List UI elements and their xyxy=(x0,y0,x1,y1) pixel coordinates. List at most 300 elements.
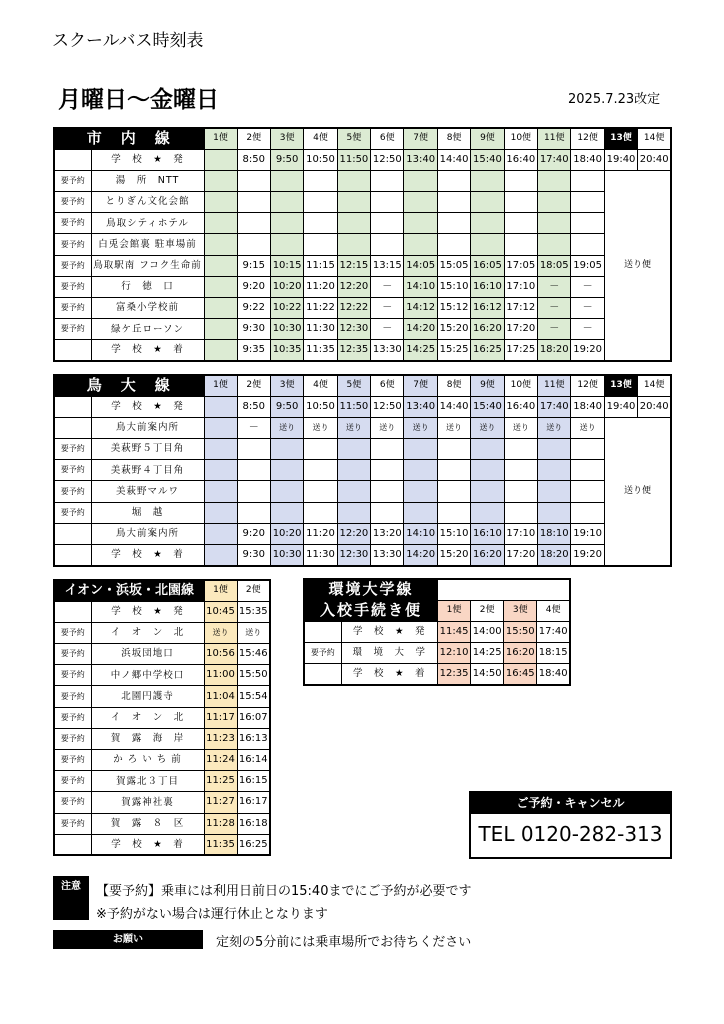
time-cell: 16:10 xyxy=(471,523,504,544)
table-row xyxy=(54,439,671,460)
stop-name: 学 校 ★ 着 xyxy=(91,545,204,566)
time-cell: 10:30 xyxy=(270,319,303,340)
time-cell xyxy=(437,213,470,234)
reservation-cell: 要予約 xyxy=(54,728,91,749)
time-cell xyxy=(270,213,303,234)
time-cell: 18:40 xyxy=(571,149,604,170)
time-cell xyxy=(270,460,303,481)
caution-line-1: 【要予約】乗車には利用日前日の15:40までにご予約が必要です xyxy=(96,884,472,899)
bin-header: 2便 xyxy=(237,580,270,601)
time-cell: 18:40 xyxy=(571,396,604,417)
time-cell: 12:35 xyxy=(437,664,470,685)
time-cell: 13:30 xyxy=(371,545,404,566)
time-cell xyxy=(437,192,470,213)
time-cell xyxy=(404,192,437,213)
bin-header: 7便 xyxy=(404,128,437,149)
time-cell xyxy=(504,481,537,502)
time-cell: 17:25 xyxy=(504,340,537,361)
stop-name: とりぎん文化会館 xyxy=(91,192,204,213)
table-row xyxy=(54,298,671,319)
time-cell xyxy=(538,213,571,234)
time-cell: － xyxy=(538,319,571,340)
bin-header: 3便 xyxy=(270,375,303,396)
time-cell: － xyxy=(371,319,404,340)
time-cell: － xyxy=(538,276,571,297)
stop-name: 北園円護寺 xyxy=(91,686,204,707)
time-cell xyxy=(504,502,537,523)
time-cell xyxy=(371,192,404,213)
time-cell: 11:50 xyxy=(337,149,370,170)
time-cell xyxy=(538,192,571,213)
line-name: 市 内 線 xyxy=(54,128,204,149)
time-cell xyxy=(471,439,504,460)
bin-header: 2便 xyxy=(237,375,270,396)
time-cell: 14:25 xyxy=(471,643,504,664)
reservation-cell xyxy=(54,523,91,544)
stop-name: 美萩野マルワ xyxy=(91,481,204,502)
reservation-cell: 要予約 xyxy=(54,319,91,340)
time-cell: 19:40 xyxy=(604,396,637,417)
bin-header: 1便 xyxy=(204,128,237,149)
table-row xyxy=(54,792,270,813)
line-name: 鳥 大 線 xyxy=(54,375,204,396)
table-row xyxy=(54,396,671,417)
time-cell: 17:12 xyxy=(504,298,537,319)
stop-name: 賀 露 ８ 区 xyxy=(91,813,204,834)
time-cell: 11:15 xyxy=(304,255,337,276)
time-cell: 11:17 xyxy=(204,707,237,728)
header-row xyxy=(54,580,270,601)
time-cell: 16:25 xyxy=(237,834,270,855)
time-cell: 10:45 xyxy=(204,601,237,622)
table-row xyxy=(54,813,270,834)
header-row xyxy=(54,375,671,396)
bin-header: 6便 xyxy=(371,375,404,396)
time-cell: － xyxy=(371,276,404,297)
stop-name: 白兎会館裏 駐車場前 xyxy=(91,234,204,255)
time-cell xyxy=(304,213,337,234)
time-cell: 12:35 xyxy=(337,340,370,361)
time-cell xyxy=(337,192,370,213)
time-cell xyxy=(571,170,604,191)
table-row xyxy=(54,728,270,749)
bin-header: 6便 xyxy=(371,128,404,149)
bin-header: 4便 xyxy=(537,600,570,621)
contact-heading: ご予約・キャンセル xyxy=(471,793,670,814)
time-cell: 11:20 xyxy=(304,523,337,544)
time-cell: 13:40 xyxy=(404,396,437,417)
time-cell: 19:20 xyxy=(571,545,604,566)
time-cell: 14:00 xyxy=(471,621,504,642)
time-cell: 11:22 xyxy=(304,298,337,319)
time-cell xyxy=(204,149,237,170)
bin-header: 5便 xyxy=(337,128,370,149)
time-cell: 9:35 xyxy=(237,340,270,361)
stop-name: 学 校 ★ 発 xyxy=(341,621,437,642)
time-cell: 11:20 xyxy=(304,276,337,297)
time-cell: 19:20 xyxy=(571,340,604,361)
time-cell: 16:20 xyxy=(471,319,504,340)
request-text: 定刻の5分前には乗車場所でお待ちください xyxy=(216,935,472,950)
time-cell: 15:05 xyxy=(437,255,470,276)
time-cell: 15:50 xyxy=(237,665,270,686)
time-cell: 19:40 xyxy=(604,149,637,170)
table-row xyxy=(54,686,270,707)
time-cell xyxy=(237,502,270,523)
time-cell: 16:17 xyxy=(237,792,270,813)
bin-header: 1便 xyxy=(204,580,237,601)
header-row xyxy=(304,579,570,600)
time-cell: 17:40 xyxy=(537,621,570,642)
table-row xyxy=(54,601,270,622)
time-cell: 12:22 xyxy=(337,298,370,319)
reservation-cell: 要予約 xyxy=(54,298,91,319)
time-cell: 15:40 xyxy=(471,149,504,170)
time-cell xyxy=(204,192,237,213)
time-cell: 10:50 xyxy=(304,149,337,170)
time-cell: 16:25 xyxy=(471,340,504,361)
time-cell xyxy=(204,213,237,234)
time-cell xyxy=(504,192,537,213)
time-cell xyxy=(571,213,604,234)
time-cell: － xyxy=(571,276,604,297)
time-cell: 14:25 xyxy=(404,340,437,361)
bin-header: 13便 xyxy=(604,128,637,149)
time-cell: 12:10 xyxy=(437,643,470,664)
time-cell xyxy=(204,417,237,438)
time-cell: 送り xyxy=(437,417,470,438)
time-cell xyxy=(204,396,237,417)
time-cell: 14:20 xyxy=(404,545,437,566)
time-cell: 14:20 xyxy=(404,319,437,340)
time-cell xyxy=(337,170,370,191)
time-cell xyxy=(471,234,504,255)
time-cell xyxy=(337,213,370,234)
time-cell: 11:23 xyxy=(204,728,237,749)
table-row xyxy=(54,213,671,234)
time-cell: 14:10 xyxy=(404,523,437,544)
time-cell: 8:50 xyxy=(237,396,270,417)
table-row xyxy=(54,707,270,728)
time-cell: 16:20 xyxy=(471,545,504,566)
reservation-cell: 要予約 xyxy=(54,213,91,234)
time-cell xyxy=(371,439,404,460)
table-row xyxy=(54,523,671,544)
time-cell: 12:20 xyxy=(337,523,370,544)
contact-phone: TEL 0120-282-313 xyxy=(478,822,663,846)
time-cell xyxy=(237,170,270,191)
reservation-cell: 要予約 xyxy=(54,792,91,813)
time-cell: 16:40 xyxy=(504,396,537,417)
time-cell xyxy=(371,502,404,523)
day-range-title: 月曜日～金曜日 xyxy=(58,87,219,113)
request-tag: お願い xyxy=(53,930,203,949)
time-cell: 9:20 xyxy=(237,276,270,297)
table-row xyxy=(54,170,671,191)
table-row xyxy=(54,234,671,255)
stop-name: 賀 露 海 岸 xyxy=(91,728,204,749)
reservation-cell: 要予約 xyxy=(54,750,91,771)
time-cell xyxy=(270,481,303,502)
time-cell xyxy=(270,234,303,255)
time-cell xyxy=(204,234,237,255)
time-cell xyxy=(471,502,504,523)
document-title: スクールバス時刻表 xyxy=(52,31,204,51)
time-cell: 12:50 xyxy=(371,396,404,417)
time-cell xyxy=(471,213,504,234)
bin-header: 2便 xyxy=(237,128,270,149)
bin-header: 4便 xyxy=(304,128,337,149)
table-row xyxy=(54,340,671,361)
reservation-cell: 要予約 xyxy=(54,192,91,213)
time-cell xyxy=(437,460,470,481)
time-cell: 17:20 xyxy=(504,319,537,340)
time-cell xyxy=(571,502,604,523)
okuri-cell: 送り便 xyxy=(604,417,671,565)
time-cell: 13:15 xyxy=(371,255,404,276)
time-cell xyxy=(504,460,537,481)
time-cell: 送り xyxy=(304,417,337,438)
time-cell xyxy=(538,481,571,502)
time-cell: 15:12 xyxy=(437,298,470,319)
shinai-line-table xyxy=(53,127,672,362)
table-row xyxy=(304,664,570,685)
stop-name: 環 境 大 学 xyxy=(341,643,437,664)
reservation-cell xyxy=(54,834,91,855)
time-cell: 14:40 xyxy=(437,149,470,170)
time-cell: 9:50 xyxy=(270,149,303,170)
time-cell: 9:50 xyxy=(270,396,303,417)
bin-header: 9便 xyxy=(471,375,504,396)
stop-name: 賀露北３丁目 xyxy=(91,771,204,792)
stop-name: 湯 所 NTT xyxy=(91,170,204,191)
time-cell: 11:04 xyxy=(204,686,237,707)
time-cell xyxy=(304,234,337,255)
time-cell: － xyxy=(237,417,270,438)
time-cell: 送り xyxy=(571,417,604,438)
table-row xyxy=(54,149,671,170)
reservation-cell: 要予約 xyxy=(54,255,91,276)
time-cell: 19:05 xyxy=(571,255,604,276)
reservation-cell: 要予約 xyxy=(54,813,91,834)
time-cell: 送り xyxy=(404,417,437,438)
time-cell: 9:20 xyxy=(237,523,270,544)
time-cell xyxy=(437,481,470,502)
stop-name: 行 徳 口 xyxy=(91,276,204,297)
reservation-cell: 要予約 xyxy=(54,460,91,481)
time-cell: 11:00 xyxy=(204,665,237,686)
time-cell xyxy=(471,192,504,213)
time-cell xyxy=(571,234,604,255)
time-cell: 15:10 xyxy=(437,276,470,297)
time-cell xyxy=(571,460,604,481)
time-cell: 11:45 xyxy=(437,621,470,642)
reservation-cell xyxy=(54,340,91,361)
todai-line-table xyxy=(53,374,672,567)
time-cell: 10:56 xyxy=(204,644,237,665)
time-cell: 17:20 xyxy=(504,545,537,566)
time-cell xyxy=(204,170,237,191)
time-cell xyxy=(404,170,437,191)
revision-date: 2025.7.23改定 xyxy=(568,92,661,107)
table-row xyxy=(54,665,270,686)
time-cell xyxy=(270,439,303,460)
table-row xyxy=(54,417,671,438)
time-cell xyxy=(304,481,337,502)
time-cell: 16:05 xyxy=(471,255,504,276)
stop-name: 学 校 ★ 発 xyxy=(91,396,204,417)
table-row xyxy=(54,192,671,213)
time-cell xyxy=(504,170,537,191)
caution-line-2: ※予約がない場合は運行休止となります xyxy=(96,907,328,922)
time-cell: 18:10 xyxy=(538,523,571,544)
time-cell: 16:12 xyxy=(471,298,504,319)
time-cell: 15:40 xyxy=(471,396,504,417)
time-cell: 16:15 xyxy=(237,771,270,792)
bin-header: 1便 xyxy=(204,375,237,396)
reservation-cell: 要予約 xyxy=(54,170,91,191)
time-cell: 11:35 xyxy=(304,340,337,361)
bin-header: 10便 xyxy=(504,375,537,396)
reservation-cell xyxy=(304,621,341,642)
time-cell: 20:40 xyxy=(638,149,671,170)
time-cell xyxy=(204,340,237,361)
table-row xyxy=(304,621,570,642)
time-cell: － xyxy=(538,298,571,319)
reservation-cell xyxy=(54,417,91,438)
time-cell xyxy=(538,502,571,523)
time-cell: 17:10 xyxy=(504,523,537,544)
time-cell: 16:40 xyxy=(504,149,537,170)
time-cell xyxy=(304,502,337,523)
stop-name: 鳥大前案内所 xyxy=(91,417,204,438)
time-cell xyxy=(237,460,270,481)
line-name: 環境大学線 xyxy=(304,579,437,600)
time-cell xyxy=(204,460,237,481)
table-row xyxy=(54,460,671,481)
time-cell: 11:27 xyxy=(204,792,237,813)
time-cell xyxy=(437,502,470,523)
time-cell: 10:50 xyxy=(304,396,337,417)
time-cell: 10:20 xyxy=(270,523,303,544)
stop-name: か ろ い ち 前 xyxy=(91,750,204,771)
bin-header: 14便 xyxy=(638,128,671,149)
time-cell: － xyxy=(371,298,404,319)
stop-name: 鳥大前案内所 xyxy=(91,523,204,544)
bin-header: 7便 xyxy=(404,375,437,396)
time-cell xyxy=(571,439,604,460)
time-cell: 11:30 xyxy=(304,545,337,566)
time-cell xyxy=(371,170,404,191)
time-cell: 14:40 xyxy=(437,396,470,417)
time-cell xyxy=(437,234,470,255)
bin-header: 14便 xyxy=(638,375,671,396)
time-cell xyxy=(204,502,237,523)
time-cell xyxy=(504,234,537,255)
time-cell xyxy=(304,192,337,213)
time-cell: 10:20 xyxy=(270,276,303,297)
time-cell xyxy=(538,170,571,191)
time-cell: 13:20 xyxy=(371,523,404,544)
line-name: 入校手続き便 xyxy=(304,600,437,621)
time-cell: 16:10 xyxy=(471,276,504,297)
time-cell: 送り xyxy=(504,417,537,438)
bin-header: 11便 xyxy=(538,375,571,396)
time-cell xyxy=(204,481,237,502)
bin-header: 10便 xyxy=(504,128,537,149)
time-cell xyxy=(538,460,571,481)
bin-header: 4便 xyxy=(304,375,337,396)
caution-tag: 注意 xyxy=(53,876,89,920)
time-cell: 10:35 xyxy=(270,340,303,361)
time-cell: 17:40 xyxy=(538,396,571,417)
stop-name: 美萩野５丁目角 xyxy=(91,439,204,460)
time-cell: 9:15 xyxy=(237,255,270,276)
time-cell xyxy=(538,439,571,460)
time-cell: 送り xyxy=(371,417,404,438)
time-cell xyxy=(437,170,470,191)
reservation-cell xyxy=(54,601,91,622)
table-row xyxy=(54,502,671,523)
time-cell xyxy=(337,460,370,481)
reservation-cell: 要予約 xyxy=(54,771,91,792)
stop-name: 浜坂団地口 xyxy=(91,644,204,665)
stop-name: 中ノ郷中学校口 xyxy=(91,665,204,686)
time-cell: 11:28 xyxy=(204,813,237,834)
time-cell: 17:40 xyxy=(538,149,571,170)
reservation-cell: 要予約 xyxy=(54,439,91,460)
time-cell xyxy=(538,234,571,255)
table-row xyxy=(54,750,270,771)
time-cell xyxy=(471,481,504,502)
time-cell: 19:10 xyxy=(571,523,604,544)
line-name: イオン・浜坂・北園線 xyxy=(54,580,204,601)
time-cell: 14:50 xyxy=(471,664,504,685)
time-cell: 13:40 xyxy=(404,149,437,170)
time-cell: 15:20 xyxy=(437,545,470,566)
time-cell xyxy=(404,460,437,481)
time-cell: 17:10 xyxy=(504,276,537,297)
time-cell: 10:15 xyxy=(270,255,303,276)
bin-header: 8便 xyxy=(437,128,470,149)
time-cell xyxy=(204,545,237,566)
time-cell: 送り xyxy=(270,417,303,438)
time-cell: 11:25 xyxy=(204,771,237,792)
time-cell xyxy=(337,481,370,502)
time-cell xyxy=(337,234,370,255)
time-cell: 18:40 xyxy=(537,664,570,685)
time-cell: 14:05 xyxy=(404,255,437,276)
time-cell: 11:24 xyxy=(204,750,237,771)
aeon-line-table xyxy=(53,579,271,856)
time-cell xyxy=(270,170,303,191)
bin-header: 9便 xyxy=(471,128,504,149)
bin-header: 5便 xyxy=(337,375,370,396)
stop-name: イ オ ン 北 xyxy=(91,707,204,728)
time-cell: 18:20 xyxy=(538,340,571,361)
time-cell: 16:45 xyxy=(504,664,537,685)
table-row xyxy=(54,771,270,792)
time-cell: 送り xyxy=(204,622,237,643)
time-cell: 10:30 xyxy=(270,545,303,566)
time-cell: 18:20 xyxy=(538,545,571,566)
stop-name: 鳥取駅南 フコク生命前 xyxy=(91,255,204,276)
bin-header: 2便 xyxy=(471,600,504,621)
time-cell: 15:46 xyxy=(237,644,270,665)
stop-name: イ オ ン 北 xyxy=(91,622,204,643)
time-cell xyxy=(404,213,437,234)
reservation-cell: 要予約 xyxy=(304,643,341,664)
